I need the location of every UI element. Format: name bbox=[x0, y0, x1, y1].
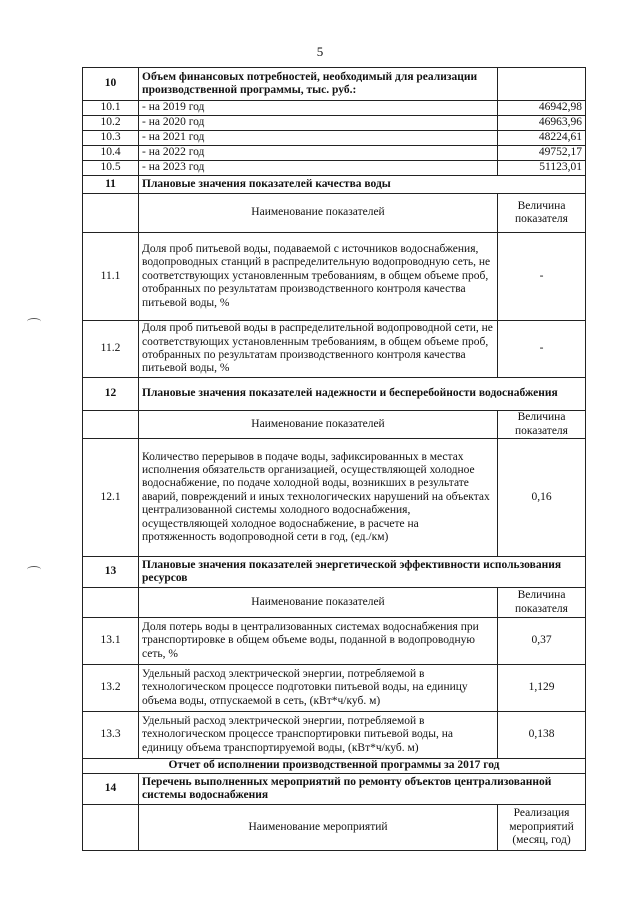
table-row bbox=[83, 665, 586, 712]
row-number: 13.1 bbox=[83, 618, 139, 665]
row-label: - на 2019 год bbox=[139, 101, 498, 116]
column-header-value: Величина показателя bbox=[498, 194, 586, 233]
row-label: - на 2020 год bbox=[139, 116, 498, 131]
column-header-row bbox=[83, 588, 586, 618]
section-header-row bbox=[83, 176, 586, 194]
row-value: 49752,17 bbox=[498, 146, 586, 161]
column-header-row bbox=[83, 411, 586, 439]
row-number: 10.3 bbox=[83, 131, 139, 146]
row-value: 0,138 bbox=[498, 712, 586, 759]
empty-cell bbox=[83, 411, 139, 439]
table-row bbox=[83, 131, 586, 146]
row-label: - на 2022 год bbox=[139, 146, 498, 161]
section-header-row bbox=[83, 774, 586, 805]
section-title: Перечень выполненных мероприятий по ремонту объектов централизованной системы водоснабжения bbox=[139, 774, 586, 805]
report-title: Отчет об исполнении производственной программы за 2017 год bbox=[83, 759, 586, 774]
row-number: 12.1 bbox=[83, 439, 139, 557]
row-value: 46942,98 bbox=[498, 101, 586, 116]
margin-mark bbox=[27, 318, 41, 325]
section-number: 10 bbox=[83, 68, 139, 101]
empty-cell bbox=[83, 588, 139, 618]
column-header-name: Наименование показателей bbox=[139, 194, 498, 233]
row-value: 1,129 bbox=[498, 665, 586, 712]
column-header-value: Величина показателя bbox=[498, 411, 586, 439]
table-row bbox=[83, 161, 586, 176]
column-header-row bbox=[83, 194, 586, 233]
column-header-value: Величина показателя bbox=[498, 588, 586, 618]
table-row bbox=[83, 712, 586, 759]
empty-cell bbox=[83, 805, 139, 851]
column-header-row bbox=[83, 805, 586, 851]
table-row bbox=[83, 101, 586, 116]
section-header-row bbox=[83, 68, 586, 101]
row-value: - bbox=[498, 233, 586, 321]
section-number: 12 bbox=[83, 378, 139, 411]
section-header-row bbox=[83, 557, 586, 588]
program-table bbox=[82, 67, 586, 851]
row-label: Удельный расход электрической энергии, потребляемой в технологическом процессе транспортировки питьевой воды, на единицу объема транспортируемой воды, (кВт*ч/куб. м) bbox=[139, 712, 498, 759]
row-number: 13.3 bbox=[83, 712, 139, 759]
row-label: Удельный расход электрической энергии, потребляемой в технологическом процессе подготовки питьевой воды, на единицу объема воды, отпускаемой в сеть, (кВт*ч/куб. м) bbox=[139, 665, 498, 712]
row-number: 11.1 bbox=[83, 233, 139, 321]
section-number: 14 bbox=[83, 774, 139, 805]
row-label: Доля потерь воды в централизованных системах водоснабжения при транспортировке в общем объеме воды, поданной в водопроводную сеть, % bbox=[139, 618, 498, 665]
row-value: 46963,96 bbox=[498, 116, 586, 131]
row-label: Доля проб питьевой воды в распределительной водопроводной сети, не соответствующих установленным требованиям, в общем объеме проб, отобранных по результатам производственного контроля качества питьевой воды, % bbox=[139, 321, 498, 378]
section-title: Плановые значения показателей надежности и бесперебойности водоснабжения bbox=[139, 378, 586, 411]
table-row bbox=[83, 439, 586, 557]
row-number: 10.1 bbox=[83, 101, 139, 116]
section-number: 13 bbox=[83, 557, 139, 588]
row-label: Доля проб питьевой воды, подаваемой с источников водоснабжения, водопроводных станций в распределительную водопроводную сеть, не соответствующих установленным требованиям, в общем объеме проб, отобранных по результатам производственного контроля качества питьевой воды, % bbox=[139, 233, 498, 321]
section-title: Плановые значения показателей качества воды bbox=[139, 176, 586, 194]
margin-mark bbox=[27, 566, 41, 573]
section-title: Объем финансовых потребностей, необходимый для реализации производственной программы, тыс. руб.: bbox=[139, 68, 498, 101]
column-header-name: Наименование показателей bbox=[139, 588, 498, 618]
row-number: 11.2 bbox=[83, 321, 139, 378]
section-title: Плановые значения показателей энергетической эффективности использования ресурсов bbox=[139, 557, 586, 588]
empty-cell bbox=[498, 68, 586, 101]
row-value: 0,37 bbox=[498, 618, 586, 665]
section-number: 11 bbox=[83, 176, 139, 194]
table-row bbox=[83, 146, 586, 161]
row-number: 10.2 bbox=[83, 116, 139, 131]
column-header-name: Наименование мероприятий bbox=[139, 805, 498, 851]
row-label: - на 2021 год bbox=[139, 131, 498, 146]
row-number: 13.2 bbox=[83, 665, 139, 712]
table-row bbox=[83, 618, 586, 665]
empty-cell bbox=[83, 194, 139, 233]
report-title-row bbox=[83, 759, 586, 774]
column-header-value: Реализация мероприятий (месяц, год) bbox=[498, 805, 586, 851]
column-header-name: Наименование показателей bbox=[139, 411, 498, 439]
row-value: 48224,61 bbox=[498, 131, 586, 146]
table-row bbox=[83, 233, 586, 321]
row-value: 51123,01 bbox=[498, 161, 586, 176]
table-row bbox=[83, 116, 586, 131]
page-number: 5 bbox=[316, 44, 324, 59]
row-number: 10.5 bbox=[83, 161, 139, 176]
table-row bbox=[83, 321, 586, 378]
row-value: 0,16 bbox=[498, 439, 586, 557]
row-label: Количество перерывов в подаче воды, зафиксированных в местах исполнения обязательств организацией, осуществляющей холодное водоснабжение, по подаче холодной воды, возникших в результате аварий, повреждений и иных технологических нарушений на объектах централизованной системы холодного водоснабжения, осуществляющей холодное водоснабжение, в расчете на протяженность водопроводной сети в год, (ед./км) bbox=[139, 439, 498, 557]
row-label: - на 2023 год bbox=[139, 161, 498, 176]
section-header-row bbox=[83, 378, 586, 411]
row-value: - bbox=[498, 321, 586, 378]
row-number: 10.4 bbox=[83, 146, 139, 161]
